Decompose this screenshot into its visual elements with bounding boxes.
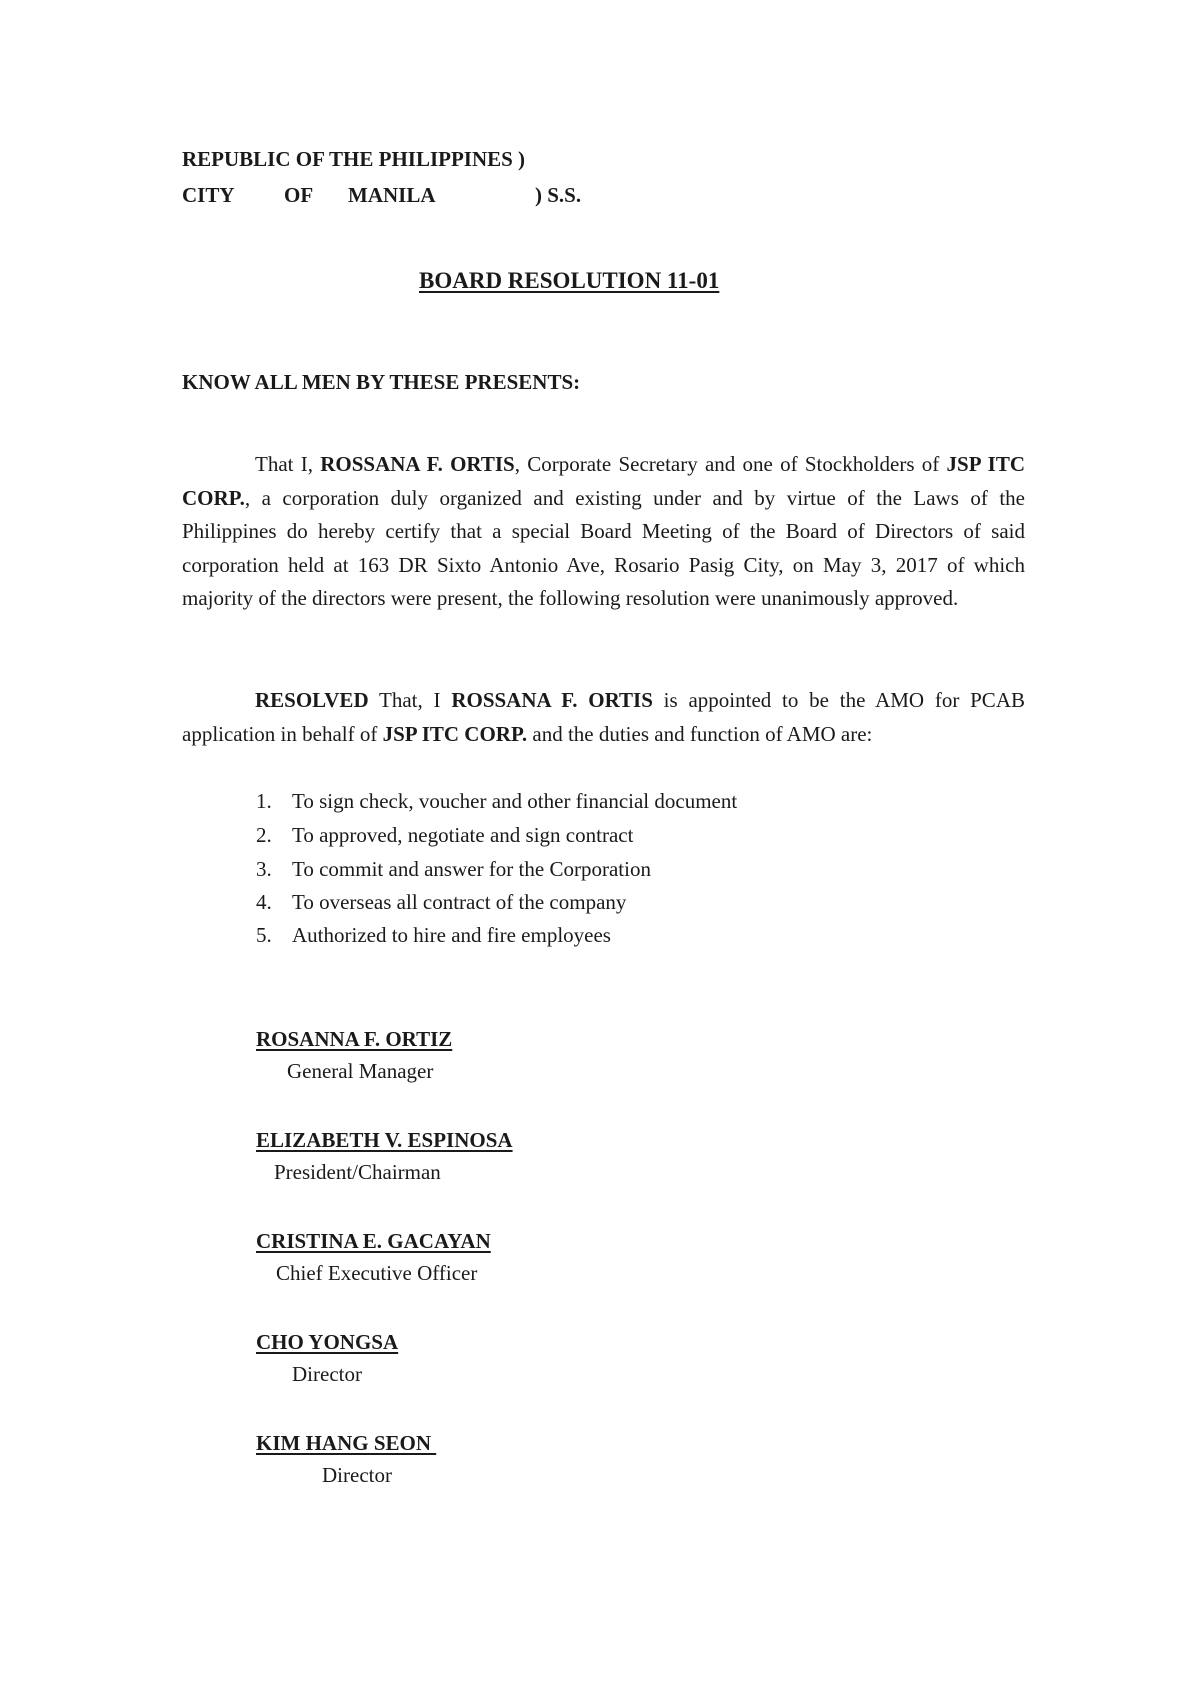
corporation-name: JSP ITC CORP. (182, 452, 1025, 510)
p2-text-3: and the duties and function of AMO are: (527, 721, 873, 746)
list-number: 4. (256, 890, 272, 914)
p1-text-1: That I, (255, 452, 321, 476)
signatory-title: Director (292, 1362, 362, 1386)
signatory-name: CRISTINA E. GACAYAN (256, 1229, 491, 1253)
list-text: To commit and answer for the Corporation (292, 857, 651, 881)
p2-text-1: That, I (368, 688, 452, 712)
list-number: 1. (256, 789, 272, 813)
p2-text-2: is appointed to be the AMO for PCAB application in behalf of (182, 688, 1025, 746)
ss-label: ) S.S. (535, 183, 582, 207)
list-text: Authorized to hire and fire employees (292, 923, 611, 947)
signatory-name: ELIZABETH V. ESPINOSA (256, 1128, 513, 1152)
document-title: BOARD RESOLUTION 11-01 (419, 268, 720, 293)
signatory-title: President/Chairman (274, 1160, 441, 1184)
signatory-title: Chief Executive Officer (276, 1261, 478, 1285)
salutation: KNOW ALL MEN BY THESE PRESENTS: (182, 370, 581, 394)
signatory-name: KIM HANG SEON (256, 1431, 437, 1455)
list-text: To approved, negotiate and sign contract (292, 823, 634, 847)
resolved-label: RESOLVED (255, 688, 369, 712)
resolution-paragraph (182, 684, 1025, 751)
signatory-title: Director (322, 1463, 392, 1487)
list-number: 2. (256, 823, 272, 847)
list-text: To sign check, voucher and other financial document (292, 789, 738, 813)
signatory-title: General Manager (287, 1059, 434, 1083)
jurisdiction-line-1: REPUBLIC OF THE PHILIPPINES ) (182, 147, 526, 171)
amo-name: ROSSANA F. ORTIS (451, 688, 653, 712)
p1-text-2: , Corporate Secretary and one of Stockholders of (514, 452, 947, 476)
secretary-name: ROSSANA F. ORTIS (320, 452, 515, 476)
signatory-name: CHO YONGSA (256, 1330, 399, 1354)
of-label: OF (284, 183, 314, 207)
city-label: CITY (182, 183, 235, 207)
p1-text-3: , a corporation duly organized and existing under and by virtue of the Laws of the Philippines do hereby certify that a special Board Meeting of the Board of Directors of said corporation held at 163 DR Sixto Antonio Ave, Rosario Pasig City, on May 3, 2017 of which majority of the directors were present, the following resolution were unanimously approved. (182, 485, 1025, 610)
list-text: To overseas all contract of the company (292, 890, 627, 914)
list-number: 3. (256, 857, 272, 881)
manila-label: MANILA (348, 183, 436, 207)
signatory-name: ROSANNA F. ORTIZ (256, 1027, 453, 1051)
list-number: 5. (256, 923, 272, 947)
certification-paragraph (182, 448, 1025, 616)
corporation-name-2: JSP ITC CORP. (382, 721, 528, 746)
